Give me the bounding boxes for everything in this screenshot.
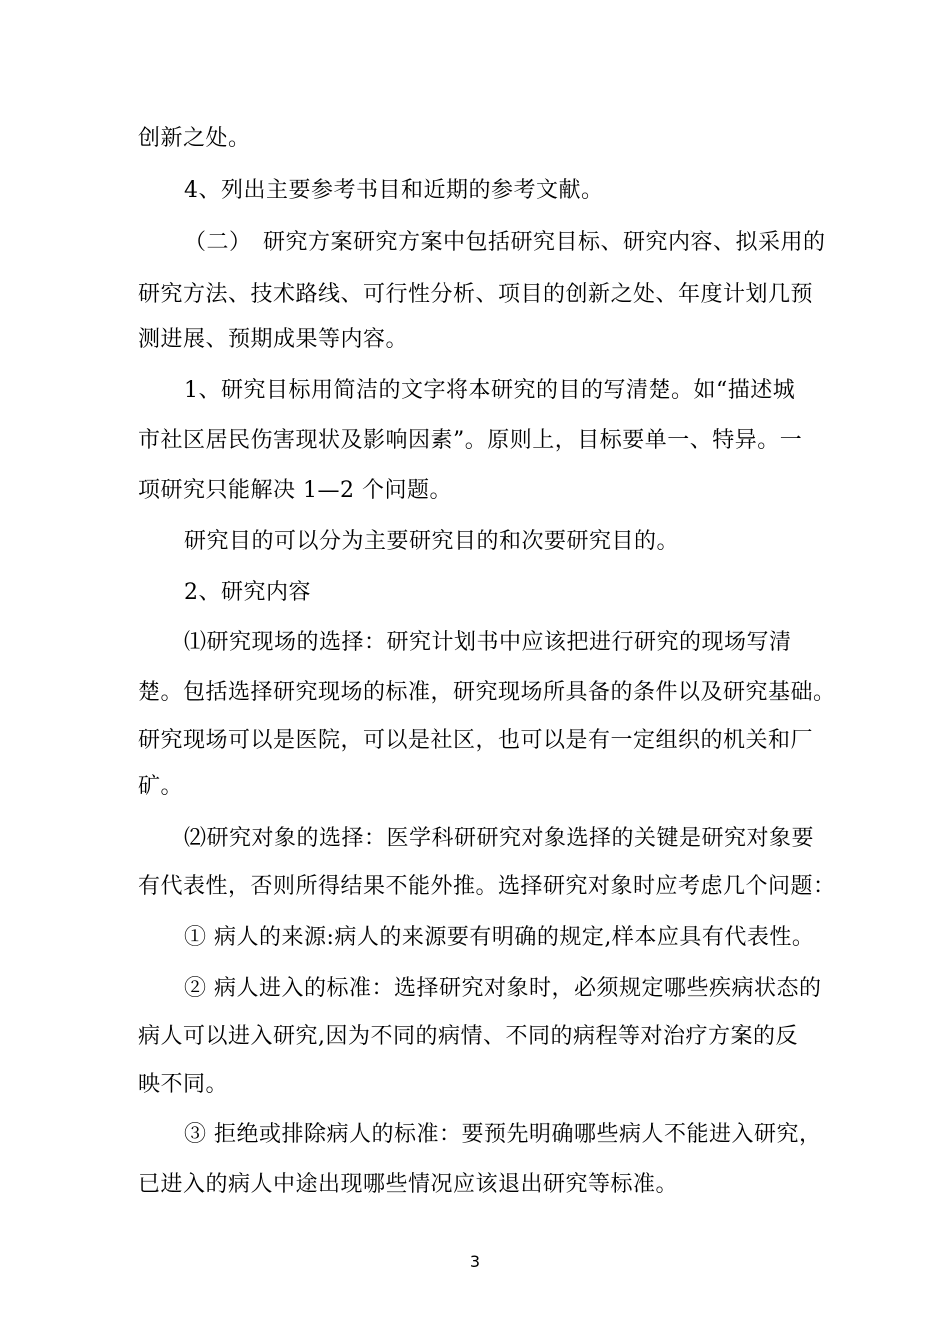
text-line: ⑴研究现场的选择：研究计划书中应该把进行研究的现场写清 (184, 630, 792, 655)
text-line: 2、研究内容 (184, 580, 311, 605)
text-line: ⑵研究对象的选择：医学科研研究对象选择的关键是研究对象要 (184, 826, 815, 851)
text-line: 研究目的可以分为主要研究目的和次要研究目的。 (184, 529, 680, 554)
text-line: 病人可以进入研究,因为不同的病情、不同的病程等对治疗方案的反 (138, 1024, 798, 1049)
text-line: ① 病人的来源:病人的来源要有明确的规定,样本应具有代表性。 (184, 925, 815, 950)
text-line: 测进展、预期成果等内容。 (138, 327, 409, 352)
text-line: 项研究只能解决 1—2 个问题。 (138, 478, 452, 503)
text-line: 矿。 (138, 774, 184, 799)
text-line: ② 病人进入的标准：选择研究对象时，必须规定哪些疾病状态的 (184, 976, 822, 1001)
text-line: 研究现场可以是医院，可以是社区，也可以是有一定组织的机关和厂 (138, 728, 814, 753)
text-line: ③ 拒绝或排除病人的标准：要预先明确哪些病人不能进入研究， (184, 1122, 822, 1147)
page-number: 3 (469, 1252, 481, 1271)
text-line: 1、研究目标用简洁的文字将本研究的目的写清楚。如“描述城 (184, 378, 796, 403)
text-line: 4、列出主要参考书目和近期的参考文献。 (184, 178, 604, 203)
text-line: （二） 研究方案研究方案中包括研究目标、研究内容、拟采用的 (184, 230, 826, 255)
text-line: 已进入的病人中途出现哪些情况应该退出研究等标准。 (138, 1172, 679, 1197)
text-line: 有代表性，否则所得结果不能外推。选择研究对象时应考虑几个问题： (138, 874, 836, 899)
text-line: 市社区居民伤害现状及影响因素”。原则上，目标要单一、特异。一 (138, 428, 803, 453)
text-line: 映不同。 (138, 1072, 229, 1097)
text-line: 研究方法、技术路线、可行性分析、项目的创新之处、年度计划几预 (138, 282, 814, 307)
text-line: 创新之处。 (138, 126, 251, 151)
text-line: 楚。包括选择研究现场的标准，研究现场所具备的条件以及研究基础。 (138, 680, 836, 705)
